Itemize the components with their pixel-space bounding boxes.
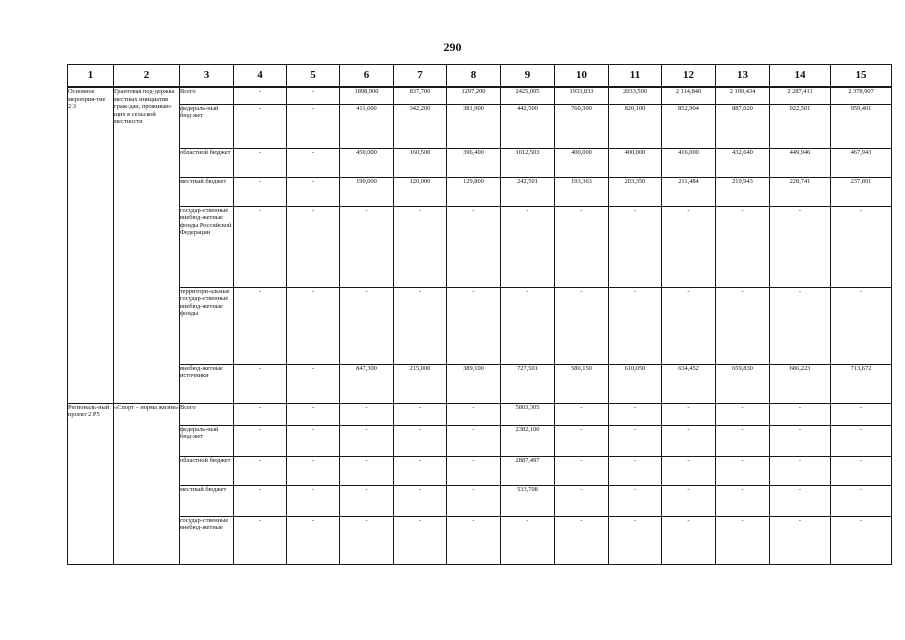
value-cell: - bbox=[609, 206, 662, 287]
funding-source-cell: местный бюджет bbox=[180, 177, 234, 206]
value-cell: - bbox=[770, 516, 831, 564]
value-cell: - bbox=[770, 403, 831, 425]
value-cell: - bbox=[234, 364, 287, 403]
value-cell: - bbox=[447, 456, 501, 485]
value-cell: - bbox=[831, 485, 892, 516]
column-header-2: 2 bbox=[114, 65, 180, 88]
value-cell: - bbox=[340, 485, 394, 516]
value-cell: - bbox=[340, 403, 394, 425]
value-cell: - bbox=[447, 516, 501, 564]
value-cell: - bbox=[770, 287, 831, 364]
value-cell: 760,300 bbox=[555, 104, 609, 148]
value-cell: - bbox=[716, 287, 770, 364]
value-cell: 449,946 bbox=[770, 148, 831, 177]
value-cell: 242,501 bbox=[501, 177, 555, 206]
value-cell: - bbox=[555, 403, 609, 425]
value-cell: - bbox=[831, 456, 892, 485]
value-cell: 416,000 bbox=[662, 148, 716, 177]
column-header-6: 6 bbox=[340, 65, 394, 88]
activity-description-cell: Грантовая под-держка местных инициатив граж-дан, проживаю-щих в сельской местности bbox=[114, 87, 180, 403]
value-cell: 1297,200 bbox=[447, 87, 501, 104]
value-cell: - bbox=[287, 425, 340, 456]
value-cell: - bbox=[287, 206, 340, 287]
value-cell: - bbox=[716, 206, 770, 287]
value-cell: 228,741 bbox=[770, 177, 831, 206]
value-cell: - bbox=[662, 206, 716, 287]
value-cell: - bbox=[234, 456, 287, 485]
value-cell: - bbox=[770, 485, 831, 516]
value-cell: - bbox=[555, 425, 609, 456]
table-row bbox=[68, 425, 892, 456]
value-cell: - bbox=[234, 87, 287, 104]
activity-name-cell: Основное мероприя-тие 2.3 bbox=[68, 87, 114, 403]
activity-description-cell: «Спорт – норма жизни» bbox=[114, 403, 180, 564]
value-cell: 2425,005 bbox=[501, 87, 555, 104]
value-cell: 580,150 bbox=[555, 364, 609, 403]
value-cell: - bbox=[716, 425, 770, 456]
value-cell: - bbox=[447, 403, 501, 425]
funding-source-cell: местный бюджет bbox=[180, 485, 234, 516]
column-header-14: 14 bbox=[770, 65, 831, 88]
value-cell: - bbox=[609, 456, 662, 485]
value-cell: 852,904 bbox=[662, 104, 716, 148]
funding-source-cell: федераль-ный бюд-жет bbox=[180, 104, 234, 148]
value-cell: - bbox=[555, 287, 609, 364]
value-cell: - bbox=[234, 516, 287, 564]
value-cell: 820,100 bbox=[609, 104, 662, 148]
value-cell: - bbox=[287, 456, 340, 485]
column-header-5: 5 bbox=[287, 65, 340, 88]
value-cell: - bbox=[609, 425, 662, 456]
column-header-15: 15 bbox=[831, 65, 892, 88]
value-cell: - bbox=[662, 403, 716, 425]
column-header-10: 10 bbox=[555, 65, 609, 88]
value-cell: - bbox=[609, 516, 662, 564]
value-cell: 120,000 bbox=[394, 177, 447, 206]
value-cell: - bbox=[234, 206, 287, 287]
value-cell: - bbox=[287, 104, 340, 148]
value-cell: 2 114,840 bbox=[662, 87, 716, 104]
value-cell: - bbox=[770, 425, 831, 456]
value-cell: - bbox=[234, 485, 287, 516]
value-cell: 922,501 bbox=[770, 104, 831, 148]
column-header-12: 12 bbox=[662, 65, 716, 88]
value-cell: 160,500 bbox=[394, 148, 447, 177]
value-cell: 2033,500 bbox=[609, 87, 662, 104]
value-cell: 211,484 bbox=[662, 177, 716, 206]
funding-source-cell: федераль-ный бюд-жет bbox=[180, 425, 234, 456]
value-cell: - bbox=[447, 425, 501, 456]
value-cell: - bbox=[447, 206, 501, 287]
value-cell: 727,501 bbox=[501, 364, 555, 403]
column-header-13: 13 bbox=[716, 65, 770, 88]
value-cell: 450,000 bbox=[340, 148, 394, 177]
table-row bbox=[68, 364, 892, 403]
value-cell: - bbox=[831, 516, 892, 564]
value-cell: 203,350 bbox=[609, 177, 662, 206]
value-cell: 847,300 bbox=[340, 364, 394, 403]
funding-source-cell: областной бюджет bbox=[180, 148, 234, 177]
value-cell: 959,401 bbox=[831, 104, 892, 148]
value-cell: 887,020 bbox=[716, 104, 770, 148]
value-cell: - bbox=[340, 456, 394, 485]
funding-source-cell: Всего bbox=[180, 403, 234, 425]
value-cell: - bbox=[394, 456, 447, 485]
value-cell: 610,050 bbox=[609, 364, 662, 403]
value-cell: 467,943 bbox=[831, 148, 892, 177]
value-cell: 5803,305 bbox=[501, 403, 555, 425]
budget-table bbox=[67, 64, 892, 565]
funding-source-cell: территори-альные государ-ственные внебюд-жетные фонды bbox=[180, 287, 234, 364]
value-cell: 686,223 bbox=[770, 364, 831, 403]
value-cell: - bbox=[770, 206, 831, 287]
value-cell: - bbox=[716, 485, 770, 516]
value-cell: 400,000 bbox=[555, 148, 609, 177]
value-cell: 2 287,411 bbox=[770, 87, 831, 104]
value-cell: - bbox=[716, 403, 770, 425]
value-cell: - bbox=[501, 206, 555, 287]
value-cell: - bbox=[716, 456, 770, 485]
value-cell: - bbox=[555, 456, 609, 485]
table-row bbox=[68, 485, 892, 516]
table-row bbox=[68, 104, 892, 148]
value-cell: - bbox=[287, 287, 340, 364]
value-cell: 2887,497 bbox=[501, 456, 555, 485]
value-cell: 1933,833 bbox=[555, 87, 609, 104]
value-cell: - bbox=[609, 485, 662, 516]
column-header-1: 1 bbox=[68, 65, 114, 88]
value-cell: - bbox=[287, 403, 340, 425]
value-cell: - bbox=[831, 403, 892, 425]
value-cell: - bbox=[287, 364, 340, 403]
table-row bbox=[68, 87, 892, 104]
column-header-11: 11 bbox=[609, 65, 662, 88]
value-cell: 396,400 bbox=[447, 148, 501, 177]
table-row bbox=[68, 287, 892, 364]
table-row bbox=[68, 177, 892, 206]
value-cell: 219,943 bbox=[716, 177, 770, 206]
value-cell: 193,363 bbox=[555, 177, 609, 206]
funding-source-cell: Всего bbox=[180, 87, 234, 104]
value-cell: 400,000 bbox=[609, 148, 662, 177]
value-cell: - bbox=[394, 287, 447, 364]
value-cell: - bbox=[234, 425, 287, 456]
value-cell: - bbox=[662, 456, 716, 485]
value-cell: 432,640 bbox=[716, 148, 770, 177]
value-cell: - bbox=[501, 516, 555, 564]
value-cell: 381,900 bbox=[447, 104, 501, 148]
value-cell: 533,708 bbox=[501, 485, 555, 516]
value-cell: - bbox=[394, 425, 447, 456]
value-cell: - bbox=[234, 104, 287, 148]
value-cell: - bbox=[662, 485, 716, 516]
value-cell: - bbox=[340, 206, 394, 287]
value-cell: - bbox=[609, 403, 662, 425]
value-cell: 1898,900 bbox=[340, 87, 394, 104]
value-cell: - bbox=[340, 287, 394, 364]
value-cell: - bbox=[662, 287, 716, 364]
value-cell: 713,672 bbox=[831, 364, 892, 403]
value-cell: 215,000 bbox=[394, 364, 447, 403]
value-cell: 2 378,907 bbox=[831, 87, 892, 104]
column-header-8: 8 bbox=[447, 65, 501, 88]
column-header-9: 9 bbox=[501, 65, 555, 88]
funding-source-cell: государ-ственные внебюд-жетные bbox=[180, 516, 234, 564]
value-cell: 389,100 bbox=[447, 364, 501, 403]
table-row bbox=[68, 403, 892, 425]
value-cell: 442,500 bbox=[501, 104, 555, 148]
value-cell: - bbox=[555, 516, 609, 564]
value-cell: - bbox=[234, 287, 287, 364]
table-row bbox=[68, 516, 892, 564]
table-row bbox=[68, 456, 892, 485]
funding-source-cell: государ-ственные внебюд-жетные фонды Российской Федерации bbox=[180, 206, 234, 287]
value-cell: - bbox=[555, 485, 609, 516]
column-header-7: 7 bbox=[394, 65, 447, 88]
value-cell: - bbox=[501, 287, 555, 364]
value-cell: 342,200 bbox=[394, 104, 447, 148]
value-cell: - bbox=[234, 177, 287, 206]
value-cell: - bbox=[831, 287, 892, 364]
value-cell: - bbox=[394, 206, 447, 287]
value-cell: - bbox=[831, 425, 892, 456]
activity-name-cell: Региональ-ный проект 2 Р5 bbox=[68, 403, 114, 564]
value-cell: 2 199,434 bbox=[716, 87, 770, 104]
value-cell: - bbox=[662, 516, 716, 564]
value-cell: 129,800 bbox=[447, 177, 501, 206]
value-cell: 190,000 bbox=[340, 177, 394, 206]
value-cell: - bbox=[287, 87, 340, 104]
value-cell: 659,830 bbox=[716, 364, 770, 403]
value-cell: - bbox=[662, 425, 716, 456]
value-cell: - bbox=[555, 206, 609, 287]
value-cell: - bbox=[609, 287, 662, 364]
value-cell: - bbox=[340, 516, 394, 564]
table-row bbox=[68, 148, 892, 177]
funding-source-cell: внебюд-жетные источники bbox=[180, 364, 234, 403]
value-cell: - bbox=[234, 148, 287, 177]
value-cell: 411,600 bbox=[340, 104, 394, 148]
page-number: 290 bbox=[443, 40, 462, 54]
value-cell: - bbox=[234, 403, 287, 425]
value-cell: - bbox=[447, 485, 501, 516]
value-cell: 1012,503 bbox=[501, 148, 555, 177]
value-cell: - bbox=[394, 485, 447, 516]
value-cell: - bbox=[447, 287, 501, 364]
value-cell: - bbox=[394, 403, 447, 425]
value-cell: - bbox=[340, 425, 394, 456]
value-cell: - bbox=[394, 516, 447, 564]
value-cell: 2382,100 bbox=[501, 425, 555, 456]
value-cell: - bbox=[287, 177, 340, 206]
value-cell: - bbox=[716, 516, 770, 564]
funding-source-cell: областной бюджет bbox=[180, 456, 234, 485]
table-row bbox=[68, 206, 892, 287]
value-cell: - bbox=[287, 485, 340, 516]
value-cell: 237,891 bbox=[831, 177, 892, 206]
value-cell: 837,700 bbox=[394, 87, 447, 104]
column-header-3: 3 bbox=[180, 65, 234, 88]
value-cell: 634,452 bbox=[662, 364, 716, 403]
value-cell: - bbox=[831, 206, 892, 287]
column-header-4: 4 bbox=[234, 65, 287, 88]
value-cell: - bbox=[287, 516, 340, 564]
header-row bbox=[68, 65, 892, 88]
value-cell: - bbox=[287, 148, 340, 177]
value-cell: - bbox=[770, 456, 831, 485]
